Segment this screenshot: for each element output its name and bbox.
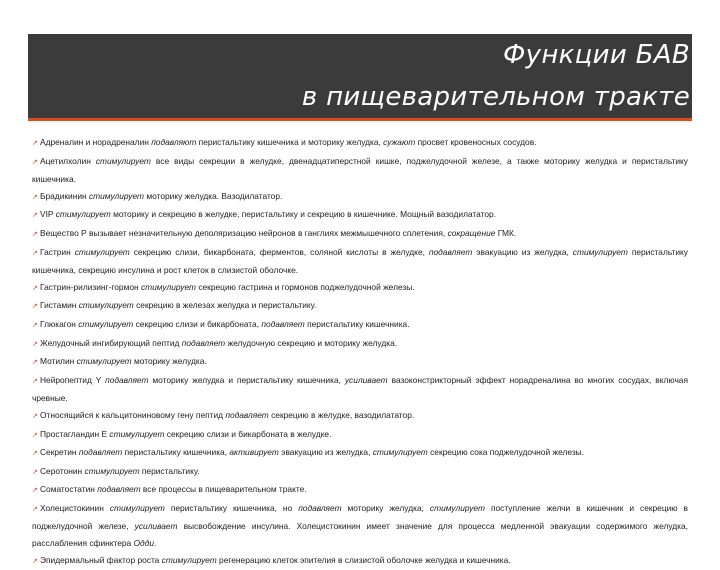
list-item — [32, 297, 688, 316]
item-text: Нейропептид Y — [40, 374, 106, 385]
orange-arrow-icon: ↗ — [32, 193, 38, 201]
list-item — [32, 372, 688, 407]
item-text: секрецию гастрина и гормонов поджелудочной железы. — [196, 281, 415, 292]
item-text: VIP — [40, 209, 56, 220]
accent-line — [28, 118, 692, 121]
list-item — [32, 153, 688, 188]
emphasis-text: подавляет — [105, 374, 149, 385]
emphasis-text: стимулирует — [78, 318, 134, 329]
list-item — [32, 206, 688, 225]
emphasis-text: сокращение — [447, 227, 496, 238]
emphasis-text: стимулирует — [74, 246, 130, 257]
list-item — [32, 426, 688, 445]
item-text: Вещество Р вызывает незначительную деполяризацию нейронов в ганглиях межмышечного сплетения, — [40, 227, 448, 238]
item-text: Серотонин — [40, 465, 85, 476]
emphasis-text: подавляет — [181, 337, 226, 348]
item-text: Брадикинин — [40, 190, 89, 201]
orange-arrow-icon: ↗ — [32, 557, 38, 565]
list-item — [32, 335, 688, 354]
item-text: все процессы в пищеварительном тракте. — [140, 484, 307, 495]
item-text: эвакуацию из желудка, — [278, 447, 373, 458]
orange-arrow-icon: ↗ — [32, 230, 38, 238]
orange-arrow-icon: ↗ — [32, 505, 38, 513]
item-text: секрецию слизи, бикарбоната, ферментов, соляной кислоты в желудке, — [129, 246, 429, 257]
item-text: Гистамин — [40, 300, 79, 311]
item-text: регенерацию клеток эпителия в слизистой оболочке желудка и кишечника. — [216, 554, 511, 565]
item-text: моторику и секрецию в желудке, перистальтику и секрецию в кишечнике. Мощный вазодилататор. — [110, 209, 497, 220]
item-text: Относящийся к кальцитониновому гену пептид — [40, 409, 226, 420]
emphasis-text: подавляет — [78, 447, 123, 458]
item-text: поступление желчи в кишечник и секрецию в поджелудочной железе, — [32, 502, 689, 532]
item-text: секрецию слизи и бикарбоната, — [133, 318, 262, 329]
item-text: Адреналин и норадреналин — [40, 137, 152, 147]
item-text: все виды секреции в желудке, двенадцатиперстной кишке, поджелудочной железе, а также моторику желудка и перистальтику кишечника. — [32, 155, 688, 185]
emphasis-text: стимулирует — [372, 447, 428, 458]
emphasis-text: активирует — [229, 447, 279, 458]
list-item — [32, 444, 688, 463]
list-item — [32, 134, 688, 153]
emphasis-text: подавляет — [261, 318, 305, 329]
orange-arrow-icon: ↗ — [32, 487, 38, 495]
item-text: Эпидермальный фактор роста — [40, 554, 162, 565]
item-text: . — [153, 538, 157, 549]
item-text: перистальтику кишечника. — [304, 318, 410, 329]
emphasis-text: стимулирует — [161, 554, 217, 565]
item-text: Гастрин — [40, 246, 75, 257]
item-text: моторику желудка. Вазодилататор. — [144, 190, 283, 201]
emphasis-text: подавляет — [428, 246, 473, 257]
item-text: секрецию сока поджелудочной железы. — [427, 447, 585, 458]
emphasis-text: усиливает — [344, 374, 388, 385]
orange-arrow-icon: ↗ — [32, 284, 38, 292]
emphasis-text: сужают — [383, 137, 416, 147]
item-text: перистальтику кишечника, секрецию инсулина и рост клеток в слизистой оболочке. — [32, 246, 688, 276]
slide-title-line1: Функции БАВ — [503, 40, 690, 70]
item-text: Соматостатин — [40, 484, 98, 495]
orange-arrow-icon: ↗ — [32, 340, 38, 348]
emphasis-text: стимулирует — [95, 155, 151, 166]
orange-arrow-icon: ↗ — [32, 321, 38, 329]
list-item — [32, 481, 688, 500]
emphasis-text: подавляют — [151, 137, 197, 147]
orange-arrow-icon: ↗ — [32, 450, 38, 458]
orange-arrow-icon: ↗ — [32, 431, 38, 439]
emphasis-text: стимулирует — [109, 502, 165, 513]
emphasis-text: стимулирует — [55, 209, 111, 220]
item-text: секрецию в железах желудка и перистальтику. — [133, 300, 317, 311]
emphasis-text: стимулирует — [140, 281, 196, 292]
list-item — [32, 407, 688, 426]
list-item — [32, 244, 688, 279]
item-text: секрецию слизи и бикарбоната в желудке. — [164, 428, 332, 439]
orange-arrow-icon: ↗ — [32, 377, 38, 385]
item-text: желудочную секрецию и моторику желудка. — [225, 337, 398, 348]
list-item — [32, 279, 688, 298]
item-text: Желудочный ингибирующий пептид — [40, 337, 182, 348]
emphasis-text: стимулирует — [572, 246, 628, 257]
emphasis-text: стимулирует — [88, 190, 145, 201]
item-text: Гастрин-рилизинг-гормон — [40, 281, 141, 292]
item-text: перистальтику кишечника, — [122, 447, 230, 458]
list-item — [32, 552, 688, 570]
orange-arrow-icon: ↗ — [32, 212, 38, 220]
item-text: моторику желудка; — [341, 502, 430, 513]
bullet-list — [32, 134, 688, 570]
list-item — [32, 316, 688, 335]
emphasis-text: стимулирует — [109, 428, 165, 439]
item-text: моторику желудка. — [131, 356, 207, 367]
item-text: ГМК. — [495, 227, 517, 238]
item-text: Ацетилхолин — [40, 155, 96, 166]
list-item — [32, 500, 688, 552]
item-text: Глюкагон — [40, 318, 79, 329]
emphasis-text: подавляет — [298, 502, 342, 513]
emphasis-text: стимулирует — [76, 356, 132, 367]
item-text: просвет кровеносных сосудов. — [415, 137, 537, 147]
item-text: Холецистокинин — [40, 502, 110, 513]
item-text: секрецию в желудке, вазодилататор. — [268, 409, 415, 420]
emphasis-text: подавляет — [97, 484, 141, 495]
item-text: Секретин — [40, 447, 79, 458]
emphasis-text: усиливает — [134, 521, 178, 532]
slide-title-line2: в пищеварительном тракте — [301, 82, 690, 112]
item-text: перистальтику. — [139, 465, 200, 476]
orange-arrow-icon: ↗ — [32, 412, 38, 420]
emphasis-text: подавляет — [225, 409, 269, 420]
emphasis-text: стимулирует — [78, 300, 134, 311]
list-item — [32, 225, 688, 244]
item-text: Простагландин Е — [40, 428, 110, 439]
orange-arrow-icon: ↗ — [32, 468, 38, 476]
item-text: эвакуацию из желудка, — [472, 246, 573, 257]
list-item — [32, 353, 688, 372]
orange-arrow-icon: ↗ — [32, 140, 38, 147]
list-item — [32, 463, 688, 482]
item-text: вазоконстрикторный эффект норадреналина во многих сосудах, включая чревные. — [32, 374, 688, 404]
emphasis-text: стимулирует — [84, 465, 140, 476]
orange-arrow-icon: ↗ — [32, 359, 38, 367]
item-text: перистальтику кишечника, но — [164, 502, 299, 513]
item-text: Мотилин — [40, 356, 77, 367]
item-text: высвобождение инсулина. Холецистокинин имеет значение для процесса медленной эвакуации содержимого желудка, расслабления сфинктера — [32, 521, 688, 549]
orange-arrow-icon: ↗ — [32, 158, 38, 166]
emphasis-text: Одди — [133, 538, 154, 549]
orange-arrow-icon: ↗ — [32, 303, 38, 311]
item-text: моторику желудка и перистальтику кишечника, — [148, 374, 345, 385]
orange-arrow-icon: ↗ — [32, 249, 38, 257]
emphasis-text: стимулирует — [429, 502, 485, 513]
item-text: перистальтику кишечника и моторику желудка, — [196, 137, 384, 147]
list-item — [32, 188, 688, 207]
